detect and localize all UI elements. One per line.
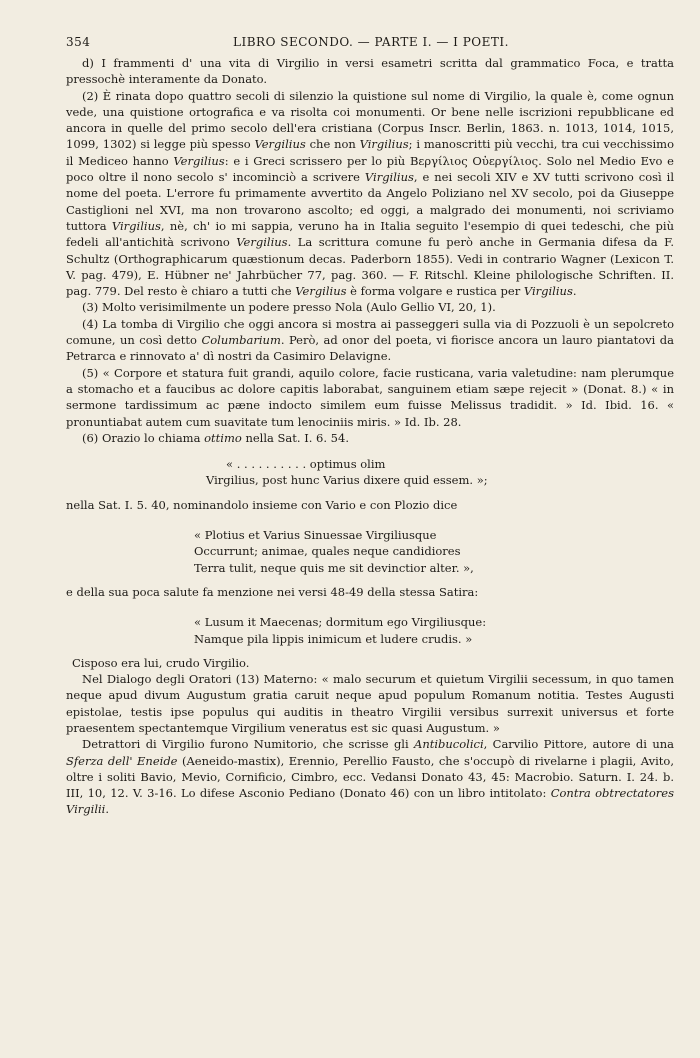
note-2 bbox=[66, 88, 674, 300]
footnotes-body bbox=[66, 55, 674, 818]
italic-term: Virgilius bbox=[523, 284, 573, 299]
bridge-text-2: e della sua poca salute fa menzione nei versi 48-49 della stessa Satira: bbox=[66, 584, 479, 599]
verse-line: Virgilius, post hunc Varius dixere quid essem. »; bbox=[206, 473, 488, 488]
note-4-text: (4) La tomba di Virgilio che oggi ancora si mostra ai passeggeri sulla via di Pozzuoli è un sepolcreto comune, un così detto bbox=[66, 316, 674, 348]
italic-term: Vergilius bbox=[295, 284, 347, 299]
note-4-text: . Però, ad onor del poeta, vi fiorisce ancora un lauro piantatovi da Petrarca e rinnovato a' dì nostri da Casimiro Delavigne. bbox=[66, 333, 674, 364]
detr-text: Detrattori di Virgilio furono Numitorio, che scrisse gli bbox=[82, 737, 415, 752]
note-2-text: : e i Greci scrissero per lo più Βεργίλιος Οὐεργίλιος. Solo nel Medio Evo e poco oltre il nono secolo s' incominciò a scrivere bbox=[66, 153, 674, 185]
verse-line: Occurrunt; animae, quales neque candidiores bbox=[194, 544, 461, 559]
note-3: (3) Molto verisimilmente un podere presso Nola (Aulo Gellio VI, 20, 1). bbox=[82, 300, 496, 315]
italic-term: Vergilius bbox=[173, 153, 225, 168]
bridge-text-1: nella Sat. I. 5. 40, nominandolo insieme con Vario e con Plozio dice bbox=[66, 497, 458, 512]
note-2-text: è forma volgare e rustica per bbox=[346, 284, 524, 299]
note-2-text: (2) È rinata dopo quattro secoli di silenzio la quistione sul nome di Virgilio, la quale è, come ognun vede, una quistione ortografica e va risolta coi monumenti. Or bene nelle iscrizioni repubblicane ed ancora in quelle del primo secolo dell'era cristiana (Corpus Inscr. Berlin, 1863. n. 1013, 1014, 1015, 1099, 1302) si legge più spesso bbox=[66, 88, 674, 152]
detr-text: (Aeneido-mastix), Erennio, Perellio Fausto, che s'occupò di rivelarne i plagii, Avito, oltre i soliti Bavio, Mevio, Cornificio, Cimbro, ecc. Vedansi Donato 43, 45: Macrobio. Saturn. I. 24. b. III, 10, 12. V. 3-16. Lo difese Asconio Pediano (Donato 46) con un libro intitolato: bbox=[66, 753, 674, 801]
verse-line: Terra tulit, neque quis me sit devinctior alter. », bbox=[194, 560, 474, 575]
note-2-text: ; i manoscritti più vecchi, tra cui vecchissimo il Mediceo hanno bbox=[66, 137, 674, 168]
verse-quote-3 bbox=[194, 614, 674, 647]
note-2-text: che non bbox=[305, 137, 360, 152]
note-2-text: , e nei secoli XIV e XV tutti scrivono così il nome del poeta. L'errore fu primamente avvertito da Angelo Poliziano nel XV secolo, poi da Giuseppe Castiglioni nel XVI, ma non trovarono ascolto; ed oggi, a malgrado dei monumenti, noi scriviamo tuttora bbox=[66, 170, 675, 233]
running-title: LIBRO SECONDO. — PARTE I. — I POETI. bbox=[233, 35, 509, 49]
dialogo-paragraph: Nel Dialogo degli Oratori (13) Materno: « malo securum et quietum Virgilii secessum, in quo tamen neque apud divum Augustum gratia caruit neque apud populum Romanum notitia. Testes Augusti epistolae, testis ipse populus qui auditis in theatro Virgilii versibus surrexit universus et forte praesentem spectantemque Virgilium veneratus est sic quasi Augustum. » bbox=[66, 672, 674, 735]
detr-text: . bbox=[105, 802, 110, 817]
italic-term: Antibucolici bbox=[414, 737, 484, 752]
page-number: 354 bbox=[66, 35, 91, 49]
italic-term: Vergilius bbox=[236, 235, 288, 250]
note-6-text: (6) Orazio lo chiama bbox=[82, 430, 205, 445]
italic-term: Contra obtrectatores Virgilii bbox=[66, 786, 675, 817]
verse-quote-2 bbox=[194, 527, 674, 576]
verse-line: « Lusum it Maecenas; dormitum ego Virgiliusque: bbox=[194, 615, 487, 630]
detrattori-paragraph bbox=[66, 736, 674, 817]
verse-line: « Plotius et Varius Sinuessae Virgiliusque bbox=[194, 528, 437, 543]
verse-line: « . . . . . . . . . . optimus olim bbox=[226, 457, 386, 472]
italic-term: Virgilius bbox=[359, 137, 409, 152]
italic-term: Virgilius bbox=[364, 170, 414, 185]
note-6-text: nella Sat. I. 6. 54. bbox=[241, 430, 349, 445]
note-d: d) I frammenti d' una vita di Virgilio in versi esametri scritta dal grammatico Foca, e tratta pressochè interamente da Donato. bbox=[66, 56, 674, 87]
note-6 bbox=[66, 430, 674, 446]
verse-quote-1 bbox=[206, 456, 674, 489]
note-4 bbox=[66, 316, 674, 365]
detr-text: , Carvilio Pittore, autore di una bbox=[483, 737, 674, 752]
italic-term: Sferza dell' Eneide bbox=[66, 753, 178, 768]
running-header bbox=[66, 35, 676, 49]
italic-term: Virgilius bbox=[111, 218, 161, 233]
note-2-text: , nè, ch' io mi sappia, veruno ha in Italia seguito l'esempio di quei tedeschi, che più fedeli all'antichità scrivono bbox=[66, 218, 674, 250]
italic-term: Vergilius bbox=[254, 137, 306, 152]
note-2-text: . bbox=[572, 284, 577, 299]
note-5: (5) « Corpore et statura fuit grandi, aquilo colore, facie rusticana, varia valetudine: nam plerumque a stomacho et a faucibus ac dolore capitis laborabat, sanguinem etiam sæpe rejecit » (Donat. 8.) « in sermone tardissimum ac pæne indocto similem eum fuisse Melissus tradidit. » Id. Ibid. 16. « pronuntiabat autem cum suavitate tum lenociniis miris. » Id. Ib. 28. bbox=[66, 365, 674, 429]
cisposo-line: Cisposo era lui, crudo Virgilio. bbox=[72, 655, 250, 670]
note-2-text: . La scrittura comune fu però anche in Germania difesa da F. Schultz (Orthographicarum quæstionum decas. Paderborn 1855). Vedi in contrario Wagner (Lexicon T. V. pag. 479), E. Hübner ne' Jahrbücher 77, pag. 360. — F. Ritschl. Kleine philologische Schriften. II. pag. 779. Del resto è chiaro a tutti che bbox=[66, 235, 674, 299]
italic-term: ottimo bbox=[204, 430, 242, 445]
verse-line: Namque pila lippis inimicum et ludere crudis. » bbox=[194, 631, 473, 646]
italic-term: Columbarium bbox=[201, 333, 281, 348]
